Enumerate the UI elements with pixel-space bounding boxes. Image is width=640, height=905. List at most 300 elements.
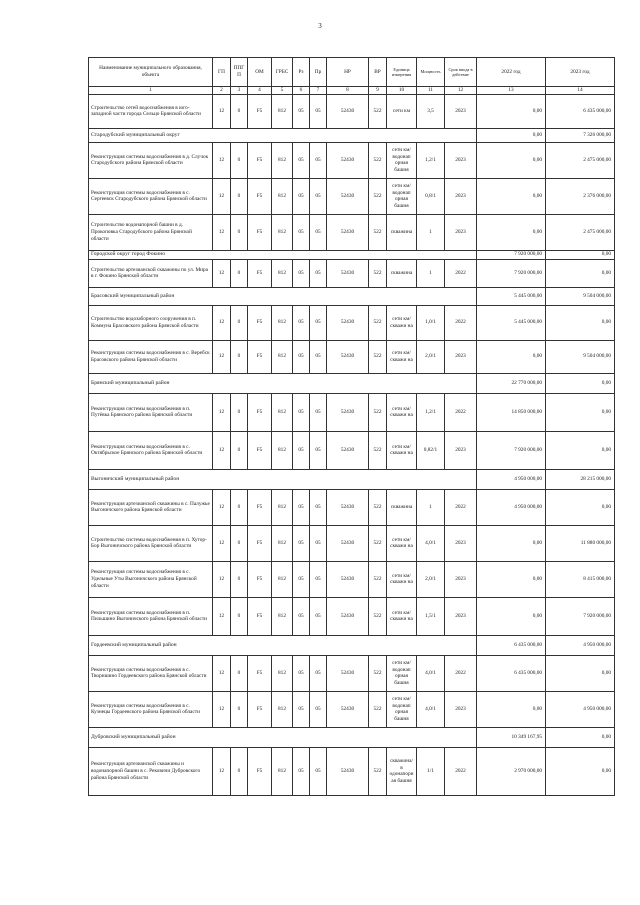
cell-y2022: 0,00 (477, 691, 546, 727)
cell-y2022: 14 850 000,00 (477, 393, 546, 431)
cell-y2023: 0,00 (546, 393, 615, 431)
cell-om: F5 (248, 94, 272, 128)
cell-pr: 05 (310, 561, 327, 597)
cell-rz: 05 (293, 431, 310, 469)
header-cell: Срок ввода в действие (445, 58, 477, 87)
section-name: Дубровский муниципальный район (89, 727, 477, 747)
cell-nr: 52430 (327, 747, 369, 795)
cell-vr: 522 (369, 305, 387, 340)
cell-grbs: 812 (272, 691, 293, 727)
cell-y2022: 6 435 000,00 (477, 655, 546, 691)
cell-pr: 05 (310, 94, 327, 128)
cell-nr: 52430 (327, 94, 369, 128)
cell-y2022: 5 445 000,00 (477, 305, 546, 340)
table-row (89, 340, 615, 373)
cell-year: 2022 (445, 489, 477, 525)
table-row (89, 747, 615, 795)
cell-unit: сети км (387, 94, 417, 128)
cell-gp: 12 (213, 747, 231, 795)
cell-rz: 05 (293, 142, 310, 178)
cell-pr: 05 (310, 393, 327, 431)
cell-unit: сети км/скважи на (387, 431, 417, 469)
cell-gp: 12 (213, 340, 231, 373)
column-number: 12 (445, 87, 477, 95)
cell-nr: 52430 (327, 691, 369, 727)
cell-year: 2023 (445, 691, 477, 727)
section-row (89, 727, 615, 747)
cell-grbs: 812 (272, 747, 293, 795)
cell-rz: 05 (293, 489, 310, 525)
table-row (89, 525, 615, 561)
cell-gp: 12 (213, 597, 231, 635)
cell-name: Реконструкция системы водоснабжения в п. Пильшино Выгоничского района Брянской области (89, 597, 213, 635)
cell-y2022: 4 950 000,00 (477, 489, 546, 525)
cell-power: 1,0/1 (417, 305, 445, 340)
cell-power: 1 (417, 214, 445, 250)
cell-rz: 05 (293, 305, 310, 340)
cell-ppgp: 0 (231, 747, 248, 795)
cell-nr: 52430 (327, 489, 369, 525)
cell-grbs: 812 (272, 655, 293, 691)
cell-grbs: 812 (272, 561, 293, 597)
cell-ppgp: 0 (231, 431, 248, 469)
section-name: Брасовский муниципальный район (89, 287, 477, 305)
cell-year: 2023 (445, 178, 477, 214)
section-name: Гордеевский муниципальный район (89, 635, 477, 655)
column-number: 7 (310, 87, 327, 95)
cell-unit: сети км/скважи на (387, 525, 417, 561)
cell-vr: 522 (369, 525, 387, 561)
table-row (89, 214, 615, 250)
cell-rz: 05 (293, 561, 310, 597)
cell-vr: 522 (369, 142, 387, 178)
cell-ppgp: 0 (231, 655, 248, 691)
cell-unit: сети км/водонап орная башня (387, 178, 417, 214)
table-row (89, 597, 615, 635)
cell-gp: 12 (213, 305, 231, 340)
cell-pr: 05 (310, 178, 327, 214)
cell-power: 4,0/1 (417, 655, 445, 691)
cell-unit: скважина (387, 489, 417, 525)
cell-om: F5 (248, 259, 272, 287)
cell-y2022: 0,00 (477, 94, 546, 128)
cell-unit: скважина (387, 214, 417, 250)
cell-vr: 522 (369, 747, 387, 795)
header-cell: Рз (293, 58, 310, 87)
cell-ppgp: 0 (231, 489, 248, 525)
section-row (89, 250, 615, 259)
cell-nr: 52430 (327, 214, 369, 250)
cell-y2023: 2 475 000,00 (546, 214, 615, 250)
column-number: 5 (272, 87, 293, 95)
cell-y2022: 2 970 000,00 (477, 747, 546, 795)
table-row (89, 142, 615, 178)
cell-grbs: 812 (272, 142, 293, 178)
amount-2022: 5 445 000,00 (477, 287, 546, 305)
section-name: Брянский муниципальный район (89, 373, 477, 393)
header-cell: ГП (213, 58, 231, 87)
cell-y2022: 7 920 000,00 (477, 431, 546, 469)
column-number: 10 (387, 87, 417, 95)
amount-2023: 28 215 000,00 (546, 469, 615, 489)
header-cell: ОМ (248, 58, 272, 87)
cell-name: Строительство системы водоснабжения в п. Хутор-Бор Выгоничского района Брянской области (89, 525, 213, 561)
cell-nr: 52430 (327, 305, 369, 340)
cell-nr: 52430 (327, 525, 369, 561)
header-cell: ГРБС (272, 58, 293, 87)
cell-gp: 12 (213, 489, 231, 525)
cell-year: 2022 (445, 747, 477, 795)
cell-nr: 52430 (327, 259, 369, 287)
cell-y2023: 2 475 000,00 (546, 142, 615, 178)
cell-y2023: 0,00 (546, 489, 615, 525)
cell-nr: 52430 (327, 178, 369, 214)
cell-ppgp: 0 (231, 340, 248, 373)
cell-grbs: 812 (272, 340, 293, 373)
section-name: Стародубский муниципальный округ (89, 128, 477, 142)
cell-year: 2023 (445, 94, 477, 128)
cell-year: 2022 (445, 655, 477, 691)
amount-2023: 0,00 (546, 250, 615, 259)
cell-year: 2023 (445, 214, 477, 250)
cell-rz: 05 (293, 259, 310, 287)
cell-nr: 52430 (327, 655, 369, 691)
cell-name: Реконструкция артезианской скважины и водонапорной башни в с. Рековичи Дубровского района Брянской области (89, 747, 213, 795)
cell-unit: сети км/водонап орная башня (387, 655, 417, 691)
table-row (89, 305, 615, 340)
amount-2023: 4 950 000,00 (546, 635, 615, 655)
cell-gp: 12 (213, 431, 231, 469)
cell-y2022: 0,00 (477, 597, 546, 635)
cell-rz: 05 (293, 691, 310, 727)
cell-om: F5 (248, 431, 272, 469)
cell-gp: 12 (213, 214, 231, 250)
column-number: 2 (213, 87, 231, 95)
cell-rz: 05 (293, 597, 310, 635)
cell-power: 4,0/1 (417, 525, 445, 561)
table-row (89, 94, 615, 128)
cell-y2022: 0,00 (477, 214, 546, 250)
cell-y2022: 0,00 (477, 561, 546, 597)
column-number: 8 (327, 87, 369, 95)
cell-grbs: 812 (272, 305, 293, 340)
cell-ppgp: 0 (231, 259, 248, 287)
cell-name: Реконструкция артезианской скважины в с. Палужье Выгоничского района Брянской области (89, 489, 213, 525)
cell-y2022: 7 920 000,00 (477, 259, 546, 287)
amount-2022: 7 920 000,00 (477, 250, 546, 259)
section-name: Городской округ город Фокино (89, 250, 477, 259)
table-row (89, 393, 615, 431)
cell-om: F5 (248, 747, 272, 795)
cell-y2023: 11 880 000,00 (546, 525, 615, 561)
cell-rz: 05 (293, 655, 310, 691)
cell-y2023: 0,00 (546, 431, 615, 469)
cell-unit: скважина/в одонапорн ая башня (387, 747, 417, 795)
column-number: 13 (477, 87, 546, 95)
cell-name: Строительство артезианской скважины по ул. Мира в г. Фокино Брянской области (89, 259, 213, 287)
cell-power: 2,0/1 (417, 340, 445, 373)
amount-2022: 4 950 000,00 (477, 469, 546, 489)
page-number: 3 (318, 22, 322, 30)
cell-power: 1,2/1 (417, 393, 445, 431)
cell-vr: 522 (369, 94, 387, 128)
cell-grbs: 812 (272, 94, 293, 128)
cell-ppgp: 0 (231, 178, 248, 214)
column-number: 9 (369, 87, 387, 95)
cell-year: 2023 (445, 561, 477, 597)
cell-name: Реконструкция системы водоснабжения в с. Удельные Уты Выгоничского района Брянской области (89, 561, 213, 597)
cell-y2022: 0,00 (477, 340, 546, 373)
cell-y2022: 0,00 (477, 178, 546, 214)
cell-power: 2,0/1 (417, 561, 445, 597)
cell-year: 2022 (445, 259, 477, 287)
cell-name: Строительство сетей водоснабжения в юго-западной части города Сельцо Брянской области (89, 94, 213, 128)
cell-om: F5 (248, 489, 272, 525)
header-cell: Наименование муниципального образования, объекта (89, 58, 213, 87)
cell-ppgp: 0 (231, 393, 248, 431)
cell-pr: 05 (310, 259, 327, 287)
section-row (89, 128, 615, 142)
amount-2022: 22 770 000,00 (477, 373, 546, 393)
header-cell: 2023 год (546, 58, 615, 87)
table-row (89, 691, 615, 727)
amount-2023: 0,00 (546, 373, 615, 393)
cell-rz: 05 (293, 525, 310, 561)
cell-y2023: 2 376 000,00 (546, 178, 615, 214)
cell-pr: 05 (310, 525, 327, 561)
cell-pr: 05 (310, 655, 327, 691)
cell-gp: 12 (213, 655, 231, 691)
cell-y2023: 0,00 (546, 305, 615, 340)
table-row (89, 561, 615, 597)
cell-pr: 05 (310, 489, 327, 525)
cell-year: 2023 (445, 340, 477, 373)
cell-vr: 522 (369, 340, 387, 373)
cell-ppgp: 0 (231, 561, 248, 597)
cell-unit: сети км/водонап орная башня (387, 142, 417, 178)
cell-ppgp: 0 (231, 597, 248, 635)
header-cell: Единица измерения (387, 58, 417, 87)
column-number: 1 (89, 87, 213, 95)
cell-power: 0,8/1 (417, 178, 445, 214)
cell-ppgp: 0 (231, 305, 248, 340)
cell-grbs: 812 (272, 259, 293, 287)
cell-power: 1/1 (417, 747, 445, 795)
cell-vr: 522 (369, 489, 387, 525)
cell-nr: 52430 (327, 393, 369, 431)
cell-gp: 12 (213, 691, 231, 727)
cell-y2023: 0,00 (546, 259, 615, 287)
cell-pr: 05 (310, 214, 327, 250)
cell-om: F5 (248, 525, 272, 561)
cell-rz: 05 (293, 393, 310, 431)
amount-2022: 0,00 (477, 128, 546, 142)
cell-unit: сети км/скважи на (387, 340, 417, 373)
cell-y2023: 0,00 (546, 747, 615, 795)
cell-y2023: 6 435 000,00 (546, 94, 615, 128)
cell-rz: 05 (293, 214, 310, 250)
cell-gp: 12 (213, 94, 231, 128)
amount-2023: 0,00 (546, 727, 615, 747)
table-row (89, 178, 615, 214)
cell-name: Строительство водонапорной башни в д. Прокоповка Стародубского района Брянской области (89, 214, 213, 250)
table-row (89, 489, 615, 525)
cell-grbs: 812 (272, 178, 293, 214)
amount-2023: 7 326 000,00 (546, 128, 615, 142)
cell-ppgp: 0 (231, 142, 248, 178)
cell-y2022: 0,00 (477, 525, 546, 561)
section-row (89, 635, 615, 655)
cell-gp: 12 (213, 393, 231, 431)
header-cell: Мощность (417, 58, 445, 87)
column-number-row (89, 87, 615, 95)
cell-om: F5 (248, 340, 272, 373)
cell-year: 2023 (445, 525, 477, 561)
table-row (89, 431, 615, 469)
cell-name: Реконструкция системы водоснабжения в д. Случок Стародубского района Брянской области (89, 142, 213, 178)
cell-om: F5 (248, 393, 272, 431)
cell-vr: 522 (369, 691, 387, 727)
header-row (89, 58, 615, 87)
table-row (89, 259, 615, 287)
cell-gp: 12 (213, 178, 231, 214)
cell-y2023: 8 415 000,00 (546, 561, 615, 597)
cell-name: Реконструкция системы водоснабжения в с. Творишино Гордеевского района Брянской области (89, 655, 213, 691)
cell-name: Реконструкция системы водоснабжения в п. Путёвка Брянского района Брянской области (89, 393, 213, 431)
cell-unit: сети км/скважи на (387, 305, 417, 340)
cell-power: 0,82/1 (417, 431, 445, 469)
column-number: 3 (231, 87, 248, 95)
header-cell: Пр (310, 58, 327, 87)
header-cell: ВР (369, 58, 387, 87)
cell-rz: 05 (293, 747, 310, 795)
cell-unit: сети км/скважи на (387, 561, 417, 597)
cell-rz: 05 (293, 178, 310, 214)
section-row (89, 373, 615, 393)
cell-unit: сети км/скважи на (387, 597, 417, 635)
amount-2022: 10 349 167,95 (477, 727, 546, 747)
cell-ppgp: 0 (231, 214, 248, 250)
cell-name: Реконструкция системы водоснабжения в с. Сергеевск Стародубского района Брянской области (89, 178, 213, 214)
cell-vr: 522 (369, 431, 387, 469)
cell-power: 1 (417, 489, 445, 525)
section-name: Выгоничский муниципальный район (89, 469, 477, 489)
cell-grbs: 812 (272, 431, 293, 469)
cell-name: Строительство водозаборного сооружения в п. Коммуна Брасовского района Брянской области (89, 305, 213, 340)
cell-vr: 522 (369, 178, 387, 214)
cell-om: F5 (248, 655, 272, 691)
cell-pr: 05 (310, 597, 327, 635)
cell-unit: сети км/водонап орная башня (387, 691, 417, 727)
cell-vr: 522 (369, 561, 387, 597)
cell-rz: 05 (293, 340, 310, 373)
cell-year: 2022 (445, 393, 477, 431)
cell-year: 2023 (445, 597, 477, 635)
cell-y2023: 9 504 000,00 (546, 340, 615, 373)
cell-vr: 522 (369, 214, 387, 250)
cell-y2023: 0,00 (546, 655, 615, 691)
amount-2022: 6 435 000,00 (477, 635, 546, 655)
cell-year: 2022 (445, 305, 477, 340)
section-row (89, 287, 615, 305)
cell-om: F5 (248, 178, 272, 214)
cell-power: 1,5/1 (417, 597, 445, 635)
cell-ppgp: 0 (231, 94, 248, 128)
cell-pr: 05 (310, 305, 327, 340)
cell-om: F5 (248, 305, 272, 340)
cell-grbs: 812 (272, 597, 293, 635)
cell-om: F5 (248, 691, 272, 727)
cell-unit: скважина (387, 259, 417, 287)
cell-grbs: 812 (272, 214, 293, 250)
cell-unit: сети км/скважи на (387, 393, 417, 431)
cell-grbs: 812 (272, 393, 293, 431)
cell-name: Реконструкция системы водоснабжения в с. Октябрьское Брянского района Брянской области (89, 431, 213, 469)
column-number: 11 (417, 87, 445, 95)
cell-pr: 05 (310, 340, 327, 373)
cell-year: 2023 (445, 431, 477, 469)
cell-gp: 12 (213, 525, 231, 561)
column-number: 4 (248, 87, 272, 95)
cell-power: 1 (417, 259, 445, 287)
cell-vr: 522 (369, 259, 387, 287)
cell-rz: 05 (293, 94, 310, 128)
cell-grbs: 812 (272, 489, 293, 525)
header-cell: ППГ П (231, 58, 248, 87)
cell-gp: 12 (213, 142, 231, 178)
cell-nr: 52430 (327, 597, 369, 635)
cell-om: F5 (248, 561, 272, 597)
cell-nr: 52430 (327, 340, 369, 373)
cell-om: F5 (248, 214, 272, 250)
cell-vr: 522 (369, 597, 387, 635)
cell-nr: 52430 (327, 561, 369, 597)
cell-ppgp: 0 (231, 525, 248, 561)
cell-pr: 05 (310, 431, 327, 469)
amount-2023: 9 504 000,00 (546, 287, 615, 305)
cell-power: 1,2/1 (417, 142, 445, 178)
table-row (89, 655, 615, 691)
cell-pr: 05 (310, 691, 327, 727)
cell-y2023: 7 920 000,00 (546, 597, 615, 635)
cell-y2023: 4 950 000,00 (546, 691, 615, 727)
header-cell: 2022 год (477, 58, 546, 87)
column-number: 6 (293, 87, 310, 95)
cell-ppgp: 0 (231, 691, 248, 727)
cell-vr: 522 (369, 393, 387, 431)
cell-year: 2023 (445, 142, 477, 178)
cell-power: 4,0/1 (417, 691, 445, 727)
budget-table (88, 57, 615, 796)
cell-pr: 05 (310, 747, 327, 795)
cell-om: F5 (248, 142, 272, 178)
cell-om: F5 (248, 597, 272, 635)
section-row (89, 469, 615, 489)
cell-nr: 52430 (327, 431, 369, 469)
cell-gp: 12 (213, 561, 231, 597)
cell-gp: 12 (213, 259, 231, 287)
column-number: 14 (546, 87, 615, 95)
cell-grbs: 812 (272, 525, 293, 561)
cell-name: Реконструкция системы водоснабжения в с. Кузнецы Гордеевского района Брянской области (89, 691, 213, 727)
cell-pr: 05 (310, 142, 327, 178)
cell-power: 3,5 (417, 94, 445, 128)
cell-nr: 52430 (327, 142, 369, 178)
header-cell: НР (327, 58, 369, 87)
cell-name: Реконструкция системы водоснабжения в с. Веребск Брасовского района Брянской области (89, 340, 213, 373)
cell-y2022: 0,00 (477, 142, 546, 178)
cell-vr: 522 (369, 655, 387, 691)
